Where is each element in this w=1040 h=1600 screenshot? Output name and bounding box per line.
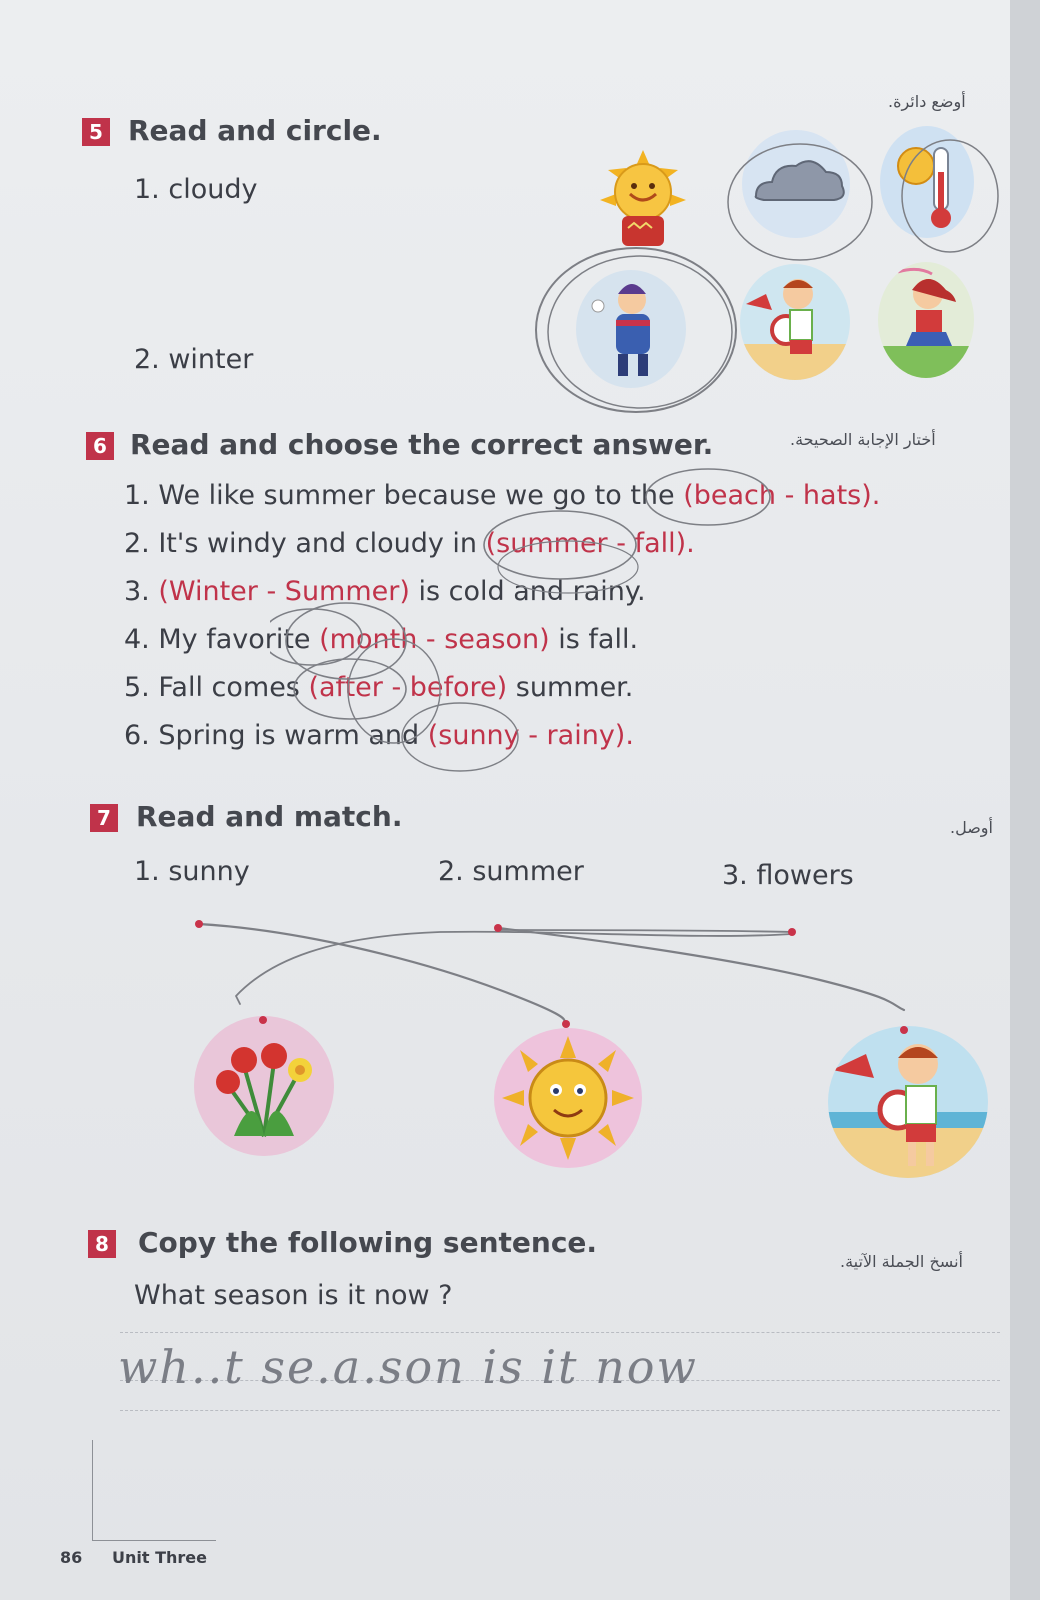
section6-title: Read and choose the correct answer. [130,428,714,461]
match-dot-3[interactable] [788,928,796,936]
sentence-3-prefix: 3. [124,576,159,607]
section5-pencil-marks [530,110,1010,430]
match-word-2: 2. summer [438,856,584,887]
footer-divider-vertical [92,1440,93,1540]
sentence-4-choice[interactable]: (month - season) [319,624,550,655]
sentence-5-prefix: 5. Fall comes [124,672,309,703]
match-dot-sun[interactable] [562,1020,570,1028]
section5-number: 5 [82,118,110,146]
copy-sentence: What season is it now ? [134,1280,453,1311]
section5-arabic-instruction: أوضع دائرة. [888,92,966,111]
section7-arabic-instruction: أوصل. [950,818,993,837]
match-word-3: 3. flowers [722,860,854,891]
sun-icon [494,1028,642,1168]
page-number: 86 [60,1548,83,1567]
sentence-3-choice[interactable]: (Winter - Summer) [158,576,410,607]
sentence-2-prefix: 2. It's windy and cloudy in [124,528,486,559]
match-dot-2[interactable] [494,924,502,932]
writing-line-top [120,1332,1000,1333]
section5-item-2: 2. winter [134,344,254,375]
section6-number: 6 [86,432,114,460]
sentence-4-prefix: 4. My favorite [124,624,320,655]
match-dot-1[interactable] [195,920,203,928]
section5-item-1: 1. cloudy [134,174,258,205]
section5-title: Read and circle. [128,114,382,147]
sentence-4-suffix: is fall. [549,624,639,655]
sentence-5-choice[interactable]: (after - before) [308,672,508,703]
page-edge [1010,0,1040,1600]
section8-arabic-instruction: أنسخ الجملة الآتية. [840,1252,963,1271]
sentence-6-prefix: 6. Spring is warm and [124,720,428,751]
match-lines [0,900,1010,1040]
sentence-1-choice[interactable]: (beach - hats). [683,480,881,511]
section8-title: Copy the following sentence. [138,1226,598,1259]
match-word-1: 1. sunny [134,856,250,887]
handwritten-answer[interactable]: wh..t se.a.son is it now [118,1340,698,1394]
section6-pencil-marks [270,455,810,785]
section6-arabic-instruction: أختار الإجابة الصحيحة. [790,430,936,449]
sentence-6-choice[interactable]: (sunny - rainy). [427,720,634,751]
section7-number: 7 [90,804,118,832]
match-dot-flowers[interactable] [259,1016,267,1024]
footer-divider-horizontal [92,1540,216,1541]
sentence-2-choice[interactable]: (summer - fall). [485,528,695,559]
beach-boy-icon [828,1026,988,1178]
section7-title: Read and match. [136,800,403,833]
unit-label: Unit Three [112,1548,207,1567]
sentence-3-suffix: is cold and rainy. [409,576,646,607]
sentence-1-prefix: 1. We like summer because we go to the [124,480,684,511]
section8-number: 8 [88,1230,116,1258]
sentence-5-suffix: summer. [507,672,634,703]
match-dot-beach[interactable] [900,1026,908,1034]
writing-line-bottom [120,1410,1000,1411]
